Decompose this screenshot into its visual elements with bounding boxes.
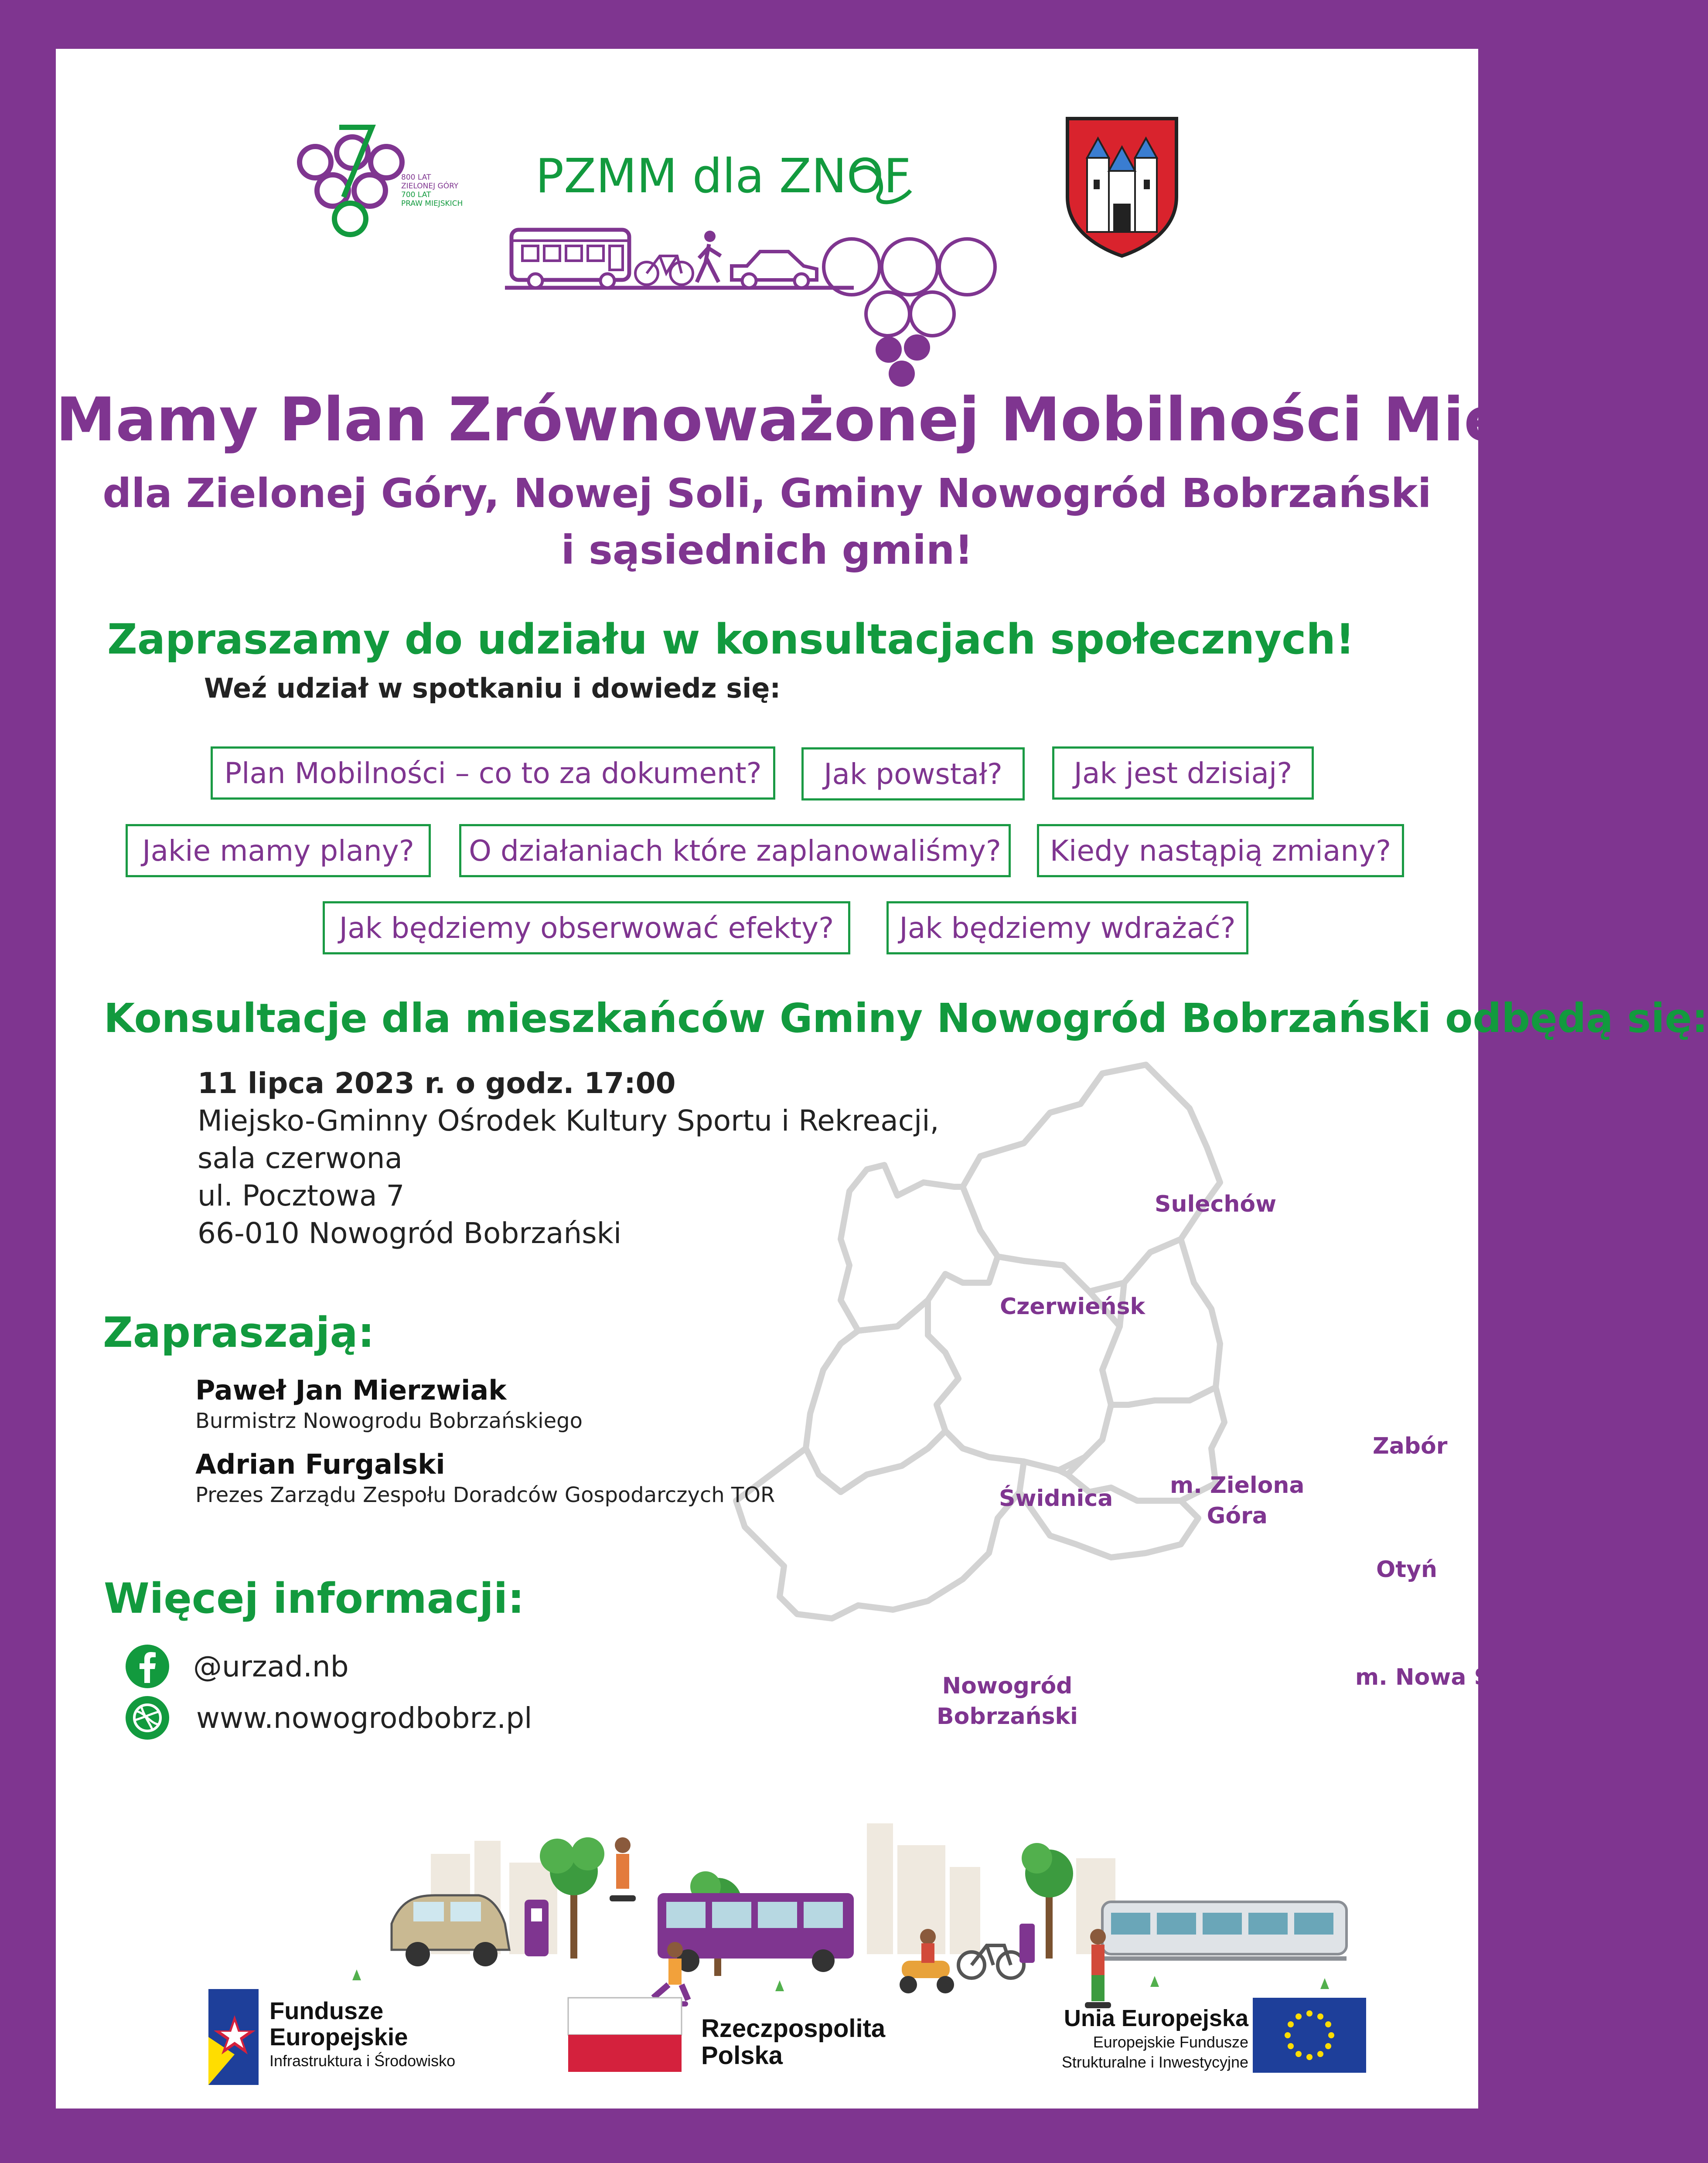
transport-grapes-icon (505, 106, 1054, 402)
question-box: Plan Mobilności – co to za dokument? (211, 746, 775, 800)
facebook-row[interactable] (126, 1645, 349, 1688)
anniv-line3: 700 LAT (401, 191, 431, 199)
learn-intro: Weź udział w spotkaniu i dowiedz się: (204, 672, 781, 704)
subtitle-line2: i sąsiednich gmin! (561, 527, 973, 573)
question-box: Jak będziemy obserwować efekty? (323, 901, 850, 954)
question-box: Jak powstał? (801, 747, 1025, 800)
question-box: Jak jest dzisiaj? (1052, 746, 1314, 800)
website-row[interactable] (126, 1696, 532, 1740)
tram-icon (1102, 1902, 1347, 1959)
ue-line2: Europejskie Fundusze (1093, 2033, 1248, 2051)
logo-unia-europejska (954, 1998, 1390, 2076)
facebook-handle[interactable]: @urzad.nb (193, 1649, 349, 1683)
project-logo (505, 106, 1054, 402)
event-city: 66-010 Nowogród Bobrzański (198, 1216, 622, 1250)
rp-line2: Polska (701, 2041, 783, 2070)
project-title: PZMM dla ZNOF (535, 149, 911, 204)
region-map-outline (719, 1056, 1486, 1832)
region-map (719, 1056, 1514, 1832)
page-subtitle (56, 465, 1478, 579)
ue-line1: Unia Europejska (1064, 2005, 1248, 2031)
inviting-heading: Zapraszają: (103, 1309, 375, 1357)
event-street: ul. Pocztowa 7 (198, 1179, 405, 1213)
map-label-nowogrod: Nowogród Bobrzański (937, 1673, 1078, 1730)
event-datetime: 11 lipca 2023 r. o godz. 17:00 (198, 1066, 676, 1100)
facebook-icon (126, 1645, 169, 1688)
host-1 (195, 1374, 583, 1433)
subtitle-line1: dla Zielonej Góry, Nowej Soli, Gminy Nowogród Bobrzański (102, 470, 1432, 517)
question-box: Kiedy nastąpią zmiany? (1037, 824, 1404, 877)
skater-icon (610, 1837, 636, 1901)
fe-line3: Infrastruktura i Środowisko (269, 2052, 456, 2070)
anniv-line1: 800 LAT (401, 173, 431, 182)
map-label-swidnica: Świdnica (999, 1485, 1113, 1512)
event-room: sala czerwona (198, 1141, 402, 1175)
host-role: Prezes Zarządu Zespołu Doradców Gospodarczych TOR (195, 1483, 775, 1507)
page-title: Mamy Plan Zrównoważonej Mobilności Miejskiej (56, 385, 1683, 455)
anniversary-logo (291, 119, 518, 258)
anniv-line2: ZIELONEJ GÓRY (401, 182, 459, 191)
question-box: Jakie mamy plany? (126, 824, 431, 877)
map-label-otyn: Otyń (1376, 1557, 1437, 1583)
bus-icon (658, 1893, 854, 1972)
host-name: Adrian Furgalski (195, 1448, 445, 1480)
rp-line1: Rzeczpospolita (701, 2014, 886, 2043)
fe-line2: Europejskie (269, 2023, 408, 2051)
event-venue: Miejsko-Gminny Ośrodek Kultury Sportu i Rekreacji, (198, 1104, 939, 1138)
host-2 (195, 1448, 775, 1507)
polish-flag-icon (568, 1998, 682, 2072)
map-label-czerwiensk: Czerwieńsk (1000, 1294, 1145, 1320)
poster-sheet (56, 49, 1708, 2108)
invite-heading: Zapraszamy do udziału w konsultacjach społecznych! (107, 616, 1355, 664)
coat-of-arms-icon (1063, 114, 1181, 258)
eu-flag-icon (1253, 1998, 1366, 2073)
map-label-zabor: Zabór (1373, 1433, 1448, 1459)
globe-icon (126, 1696, 169, 1740)
website-link[interactable]: www.nowogrodbobrz.pl (196, 1701, 532, 1735)
anniv-line4: PRAW MIEJSKICH (401, 199, 463, 208)
electric-car-icon (392, 1895, 509, 1966)
logo-fundusze-europejskie (208, 1985, 492, 2085)
host-role: Burmistrz Nowogrodu Bobrzańskiego (195, 1409, 583, 1433)
question-box: O działaniach które zaplanowaliśmy? (459, 824, 1011, 877)
fe-star-icon (208, 1989, 259, 2085)
ue-line3: Strukturalne i Inwestycyjne (1061, 2053, 1248, 2071)
consultation-heading: Konsultacje dla mieszkańców Gminy Nowogród Bobrzański odbędą się: (104, 995, 1708, 1042)
question-box: Jak będziemy wdrażać? (886, 901, 1248, 954)
more-info-heading: Więcej informacji: (104, 1575, 525, 1623)
grape-700-icon (291, 119, 413, 249)
map-label-sulechow: Sulechów (1155, 1191, 1277, 1217)
host-name: Paweł Jan Mierzwiak (195, 1374, 507, 1406)
fe-line1: Fundusze (269, 1997, 384, 2024)
map-label-zielona-gora: m. Zielona Góra (1170, 1472, 1305, 1529)
logo-rzeczpospolita (568, 1998, 917, 2076)
map-label-nowa-sol: m. Nowa Sól (1355, 1664, 1514, 1690)
